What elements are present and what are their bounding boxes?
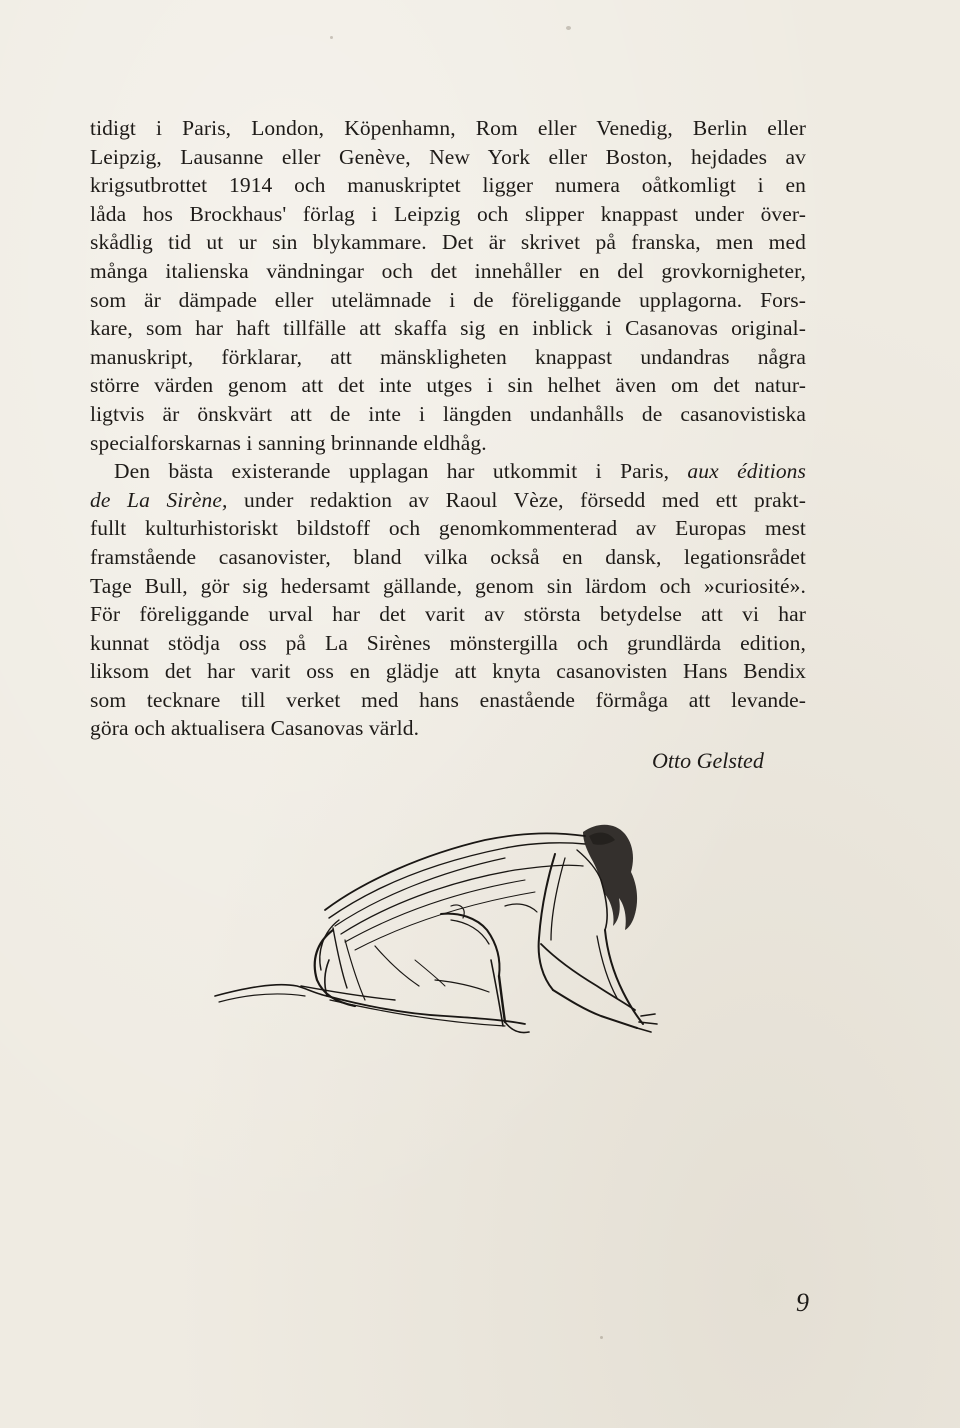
text-line: många italienska vändningar och det innehåller en del grovkornigheter, (90, 258, 806, 283)
text-line: manuskript, förklarar, att mänskligheten knappast undandras några (90, 344, 806, 369)
kneeling-figure-sketch-icon (205, 810, 695, 1060)
author-signature: Otto Gelsted (652, 748, 764, 773)
italic-segment: de La Sirène, (90, 487, 228, 512)
text-line: specialforskarnas i sanning brinnande eldhåg. (90, 430, 487, 455)
text-line: göra och aktualisera Casanovas värld. (90, 716, 420, 741)
text-line: Leipzig, Lausanne eller Genève, New York eller Boston, hejdades av (90, 144, 806, 169)
paper-speck (330, 36, 333, 39)
text-line (90, 457, 806, 486)
italic-segment: aux éditions (687, 459, 806, 484)
paper-speck (600, 1336, 603, 1339)
text-segment: under redaktion av Raoul Vèze, försedd med ett prakt- (244, 487, 806, 512)
text-line (90, 486, 806, 515)
text-line: skådlig tid ut ur sin blykammare. Det är skrivet på franska, men med (90, 230, 806, 255)
text-line: låda hos Brockhaus' förlag i Leipzig och slipper knappast under över- (90, 201, 806, 226)
page-number: 9 (796, 1288, 809, 1317)
text-line: tidigt i Paris, London, Köpenhamn, Rom eller Venedig, Berlin eller (90, 116, 806, 140)
text-line: som tecknare till verket med hans enastående förmåga att levande- (90, 687, 806, 712)
text-line: Tage Bull, gör sig hedersamt gällande, genom sin lärdom och »curiosité». (90, 573, 806, 598)
text-line: liksom det har varit oss en glädje att knyta casanovisten Hans Bendix (90, 659, 806, 684)
text-line: För föreliggande urval har det varit av största betydelse att vi har (90, 602, 806, 627)
paper-speck (566, 26, 571, 30)
text-line: kunnat stödja oss på La Sirènes mönstergilla och grundlärda edition, (90, 630, 806, 655)
text-segment: Den bästa existerande upplagan har utkommit i Paris, (114, 459, 670, 484)
text-line: fullt kulturhistoriskt bildstoff och genomkommenterad av Europas mest (90, 516, 806, 541)
text-line: större värden genom att det inte utges i sin helhet även om det natur- (90, 373, 806, 398)
body-text (90, 114, 806, 743)
text-line: som är dämpade eller utelämnade i de föreliggande upplagorna. Fors- (90, 287, 806, 312)
text-line: kare, som har haft tillfälle att skaffa sig en inblick i Casanovas original- (90, 316, 806, 341)
text-line: ligtvis är önskvärt att de inte i längden undanhålls de casanovistiska (90, 401, 806, 426)
text-line: framstående casanovister, bland vilka också en dansk, legationsrådet (90, 544, 806, 569)
text-line: krigsutbrottet 1914 och manuskriptet ligger numera oåtkomligt i en (90, 173, 806, 198)
